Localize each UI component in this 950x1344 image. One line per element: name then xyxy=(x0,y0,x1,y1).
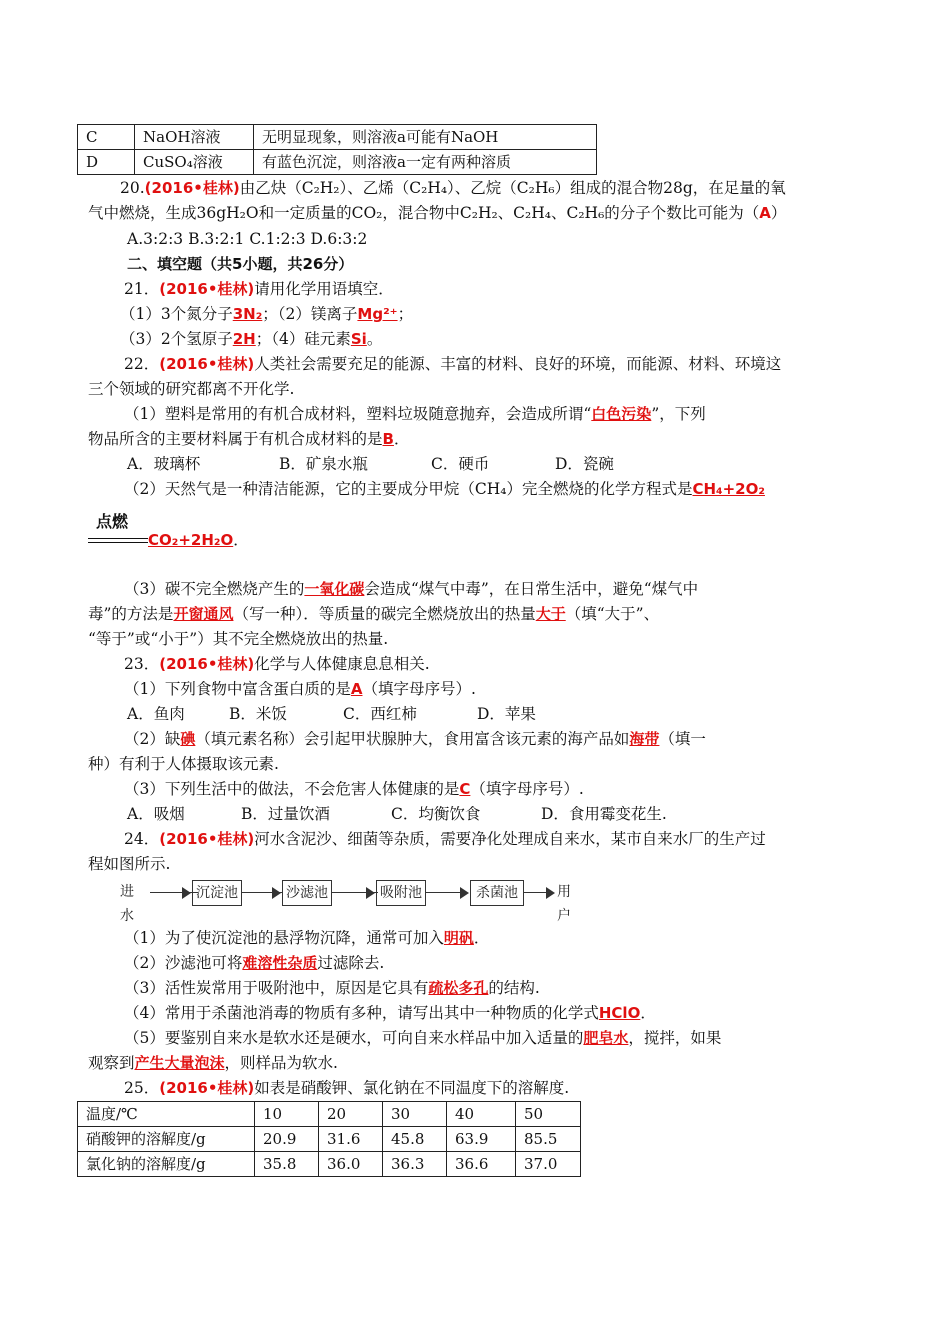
question-text: 请用化学用语填空． xyxy=(254,280,394,298)
question-text: （1）为了使沉淀池的悬浮物沉降，通常可加入 xyxy=(124,929,444,947)
q24-s1 xyxy=(124,926,489,950)
q24-s5-line1 xyxy=(124,1026,721,1050)
q21-part2 xyxy=(120,327,382,351)
q22-s3-line3: “等于”或“小于”）其不完全燃烧放出的热量. xyxy=(88,630,389,648)
q22-s3-line2 xyxy=(88,602,659,626)
q21-stem xyxy=(124,277,394,301)
table-cell: 45.8 xyxy=(383,1127,447,1152)
solubility-table xyxy=(77,1101,581,1177)
question-text: （3）2个氢原子 xyxy=(120,330,233,348)
flow-step-sand-filter: 沙滤池 xyxy=(282,880,332,906)
table-cell: 30 xyxy=(383,1102,447,1127)
q20-line1 xyxy=(120,176,786,200)
q24-s4 xyxy=(124,1001,656,1025)
table-cell: 63.9 xyxy=(447,1127,516,1152)
flow-arrow-icon xyxy=(182,887,191,899)
question-text: ； xyxy=(397,305,414,323)
question-number: 21． xyxy=(124,280,160,298)
table-cell: CuSO₄溶液 xyxy=(135,150,254,175)
question-number: 25． xyxy=(124,1079,160,1097)
q25-stem xyxy=(124,1076,569,1100)
question-text: （4）常用于杀菌池消毒的物质有多种，请写出其中一种物质的化学式 xyxy=(124,1004,599,1022)
question-text: 的结构. xyxy=(488,979,540,997)
question-text: （3）活性炭常用于吸附池中，原因是它具有 xyxy=(124,979,429,997)
question-text: ，则样品为软水. xyxy=(224,1054,338,1072)
answer-text: 大于 xyxy=(535,605,566,623)
question-text: （填一 xyxy=(659,730,706,748)
q22-line2: 三个领域的研究都离不开化学. xyxy=(88,380,295,398)
question-source: (2016•桂林) xyxy=(159,655,255,673)
answer-text: C xyxy=(459,780,471,798)
question-number: 20. xyxy=(120,179,145,197)
question-number: 24． xyxy=(124,830,160,848)
table-cell: 硝酸钾的溶解度/g xyxy=(78,1127,255,1152)
question-text: ；（2）镁离子 xyxy=(262,305,358,323)
question-text: ． xyxy=(233,531,249,549)
question-text: 河水含泥沙、细菌等杂质，需要净化处理成自来水，某市自来水厂的生产过 xyxy=(254,830,766,848)
question-text: ． xyxy=(640,1004,656,1022)
q23-s3 xyxy=(124,777,584,801)
option-a: A．吸烟 xyxy=(127,805,185,823)
q20-line2 xyxy=(88,201,786,225)
flow-arrow-icon xyxy=(272,887,281,899)
question-text: ． xyxy=(473,929,490,947)
question-source: (2016•桂林) xyxy=(144,179,240,197)
question-text: ；（4）硅元素 xyxy=(255,330,351,348)
question-text: （填元素名称）会引起甲状腺肿大，食用富含该元素的海产品如 xyxy=(195,730,630,748)
flow-arrow-icon xyxy=(546,887,555,899)
q22-s1-line2 xyxy=(88,427,409,451)
question-source: (2016•桂林) xyxy=(159,830,255,848)
flow-step-sedimentation: 沉淀池 xyxy=(192,880,242,906)
question-text: 物品所含的主要材料属于有机合成材料的是 xyxy=(88,430,383,448)
answer-text: Si xyxy=(350,330,367,348)
answer-text: Mg²⁺ xyxy=(357,305,398,323)
question-text: 过滤除去. xyxy=(317,954,385,972)
q23-stem xyxy=(124,652,430,676)
answer-text: 2H xyxy=(232,330,256,348)
table-cell: D xyxy=(78,150,135,175)
table-cell: 35.8 xyxy=(255,1152,319,1177)
table-row xyxy=(78,1102,581,1127)
answer-text: 一氧化碳 xyxy=(304,580,365,598)
table-cell: 温度/℃ xyxy=(78,1102,255,1127)
question-text: ． xyxy=(393,430,410,448)
flow-start-label: 进水 xyxy=(120,884,134,924)
answer-text: CO₂+2H₂O xyxy=(148,531,234,549)
section-title: 二、填空题（共5小题，共26分） xyxy=(127,255,354,273)
answer-text: 产生大量泡沫 xyxy=(134,1054,225,1072)
question-source: (2016•桂林) xyxy=(159,280,255,298)
reaction-condition: 点燃 xyxy=(96,512,129,531)
question-text: （填字母序号）. xyxy=(362,680,476,698)
option-c: C．均衡饮食 xyxy=(391,805,481,823)
question-text: （2）天然气是一种清洁能源，它的主要成分甲烷（CH₄）完全燃烧的化学方程式是 xyxy=(124,480,693,498)
flow-step-sterilization: 杀菌池 xyxy=(470,880,524,906)
flow-step-adsorption: 吸附池 xyxy=(376,880,426,906)
question-text: 化学与人体健康息息相关. xyxy=(254,655,430,673)
question-text: 由乙炔（C₂H₂）、乙烯（C₂H₄）、乙烷（C₂H₆）组成的混合物28g，在足量的氧 xyxy=(239,179,786,197)
option-a: A．玻璃杯 xyxy=(127,455,201,473)
table-cell: 36.3 xyxy=(383,1152,447,1177)
q22-s3-line1 xyxy=(124,577,698,601)
question-number: 23． xyxy=(124,655,160,673)
answer-text: 肥皂水 xyxy=(583,1029,629,1047)
table-cell: 37.0 xyxy=(516,1152,581,1177)
option-b: B．过量饮酒 xyxy=(241,805,330,823)
answer-text: CH₄+2O₂ xyxy=(692,480,765,498)
answer-text: 3N₂ xyxy=(232,305,263,323)
answer-text: HClO xyxy=(598,1004,641,1022)
question-text: 观察到 xyxy=(88,1054,135,1072)
question-text: （1）塑料是常用的有机合成材料，塑料垃圾随意抛弃，会造成所谓“ xyxy=(124,405,592,423)
q24-s2 xyxy=(124,951,384,975)
table-cell: 40 xyxy=(447,1102,516,1127)
answer-text: 碘 xyxy=(180,730,196,748)
q21-part1 xyxy=(120,302,413,326)
question-number: 22． xyxy=(124,355,160,373)
answer-text: 明矾 xyxy=(443,929,474,947)
question-text: （写一种）．等质量的碳完全燃烧放出的热量 xyxy=(233,605,536,623)
table-cell: NaOH溶液 xyxy=(135,125,254,150)
question-text: （3）下列生活中的做法，不会危害人体健康的是 xyxy=(124,780,460,798)
question-text: 毒”的方法是 xyxy=(88,605,174,623)
option-a: A．鱼肉 xyxy=(127,705,185,723)
q23-s2-line2: 种）有利于人体摄取该元素. xyxy=(88,755,279,773)
table-cell: 20.9 xyxy=(255,1127,319,1152)
table-cell: 31.6 xyxy=(319,1127,383,1152)
question-text: （5）要鉴别自来水是软水还是硬水，可向自来水样品中加入适量的 xyxy=(124,1029,584,1047)
table-cell: 无明显现象，则溶液a可能有NaOH xyxy=(254,125,597,150)
question-text: 会造成“煤气中毒”，在日常生活中，避免“煤气中 xyxy=(364,580,699,598)
question-text: （1）3个氮分子 xyxy=(120,305,233,323)
question-text: 气中燃烧，生成36gH₂O和一定质量的CO₂，混合物中C₂H₂、C₂H₄、C₂H₆的分子个数比可能为（ xyxy=(88,204,760,222)
q24-s3 xyxy=(124,976,540,1000)
question-source: (2016•桂林) xyxy=(159,355,255,373)
option-c: C．西红柿 xyxy=(343,705,417,723)
question-text: ，搅拌，如果 xyxy=(628,1029,722,1047)
option-d: D．瓷碗 xyxy=(555,455,614,473)
table-row xyxy=(78,1127,581,1152)
q24-line1 xyxy=(124,827,766,851)
q23-s2-line1 xyxy=(124,727,706,751)
answer-text: B xyxy=(382,430,394,448)
question-text: 。 xyxy=(366,330,383,348)
answer-text: 难溶性杂质 xyxy=(242,954,318,972)
answer-text: 疏松多孔 xyxy=(428,979,489,997)
flow-arrow-icon xyxy=(366,887,375,899)
table-cell: 10 xyxy=(255,1102,319,1127)
option-d: D．食用霉变花生. xyxy=(541,805,667,823)
question-text: ） xyxy=(770,204,787,222)
table-cell: C xyxy=(78,125,135,150)
table-row xyxy=(78,1152,581,1177)
q23-s1 xyxy=(124,677,476,701)
option-d: D．苹果 xyxy=(477,705,536,723)
q22-s2-line2 xyxy=(148,528,249,552)
question-text: （填“大于”、 xyxy=(565,605,660,623)
flow-arrow-icon xyxy=(460,887,469,899)
equals-double-line xyxy=(88,538,148,543)
table-cell: 36.6 xyxy=(447,1152,516,1177)
question-text: ”，下列 xyxy=(651,405,706,423)
question-text: 如表是硝酸钾、氯化钠在不同温度下的溶解度. xyxy=(254,1079,570,1097)
q24-line2: 程如图所示. xyxy=(88,855,171,873)
option-b: B．米饭 xyxy=(229,705,287,723)
question-text: （2）缺 xyxy=(124,730,181,748)
flow-end-label: 用户 xyxy=(557,884,571,924)
option-b: B．矿泉水瓶 xyxy=(279,455,368,473)
q22-s1-line1 xyxy=(124,402,706,426)
question-text: （3）碳不完全燃烧产生的 xyxy=(124,580,305,598)
question-text: （1）下列食物中富含蛋白质的是 xyxy=(124,680,351,698)
table-row xyxy=(78,125,597,150)
q24-s5-line2 xyxy=(88,1051,338,1075)
answer-text: 白色污染 xyxy=(591,405,652,423)
question-text: 人类社会需要充足的能源、丰富的材料、良好的环境，而能源、材料、环境这 xyxy=(254,355,782,373)
table-cell: 36.0 xyxy=(319,1152,383,1177)
options-table xyxy=(77,124,597,175)
table-row xyxy=(78,150,597,175)
answer-text: A xyxy=(350,680,363,698)
answer-text: 海带 xyxy=(629,730,660,748)
q22-line1 xyxy=(124,352,781,376)
table-cell: 氯化钠的溶解度/g xyxy=(78,1152,255,1177)
option-c: C．硬币 xyxy=(431,455,490,473)
answer-text: 开窗通风 xyxy=(173,605,234,623)
table-cell: 有蓝色沉淀，则溶液a一定有两种溶质 xyxy=(254,150,597,175)
answer-text: A xyxy=(759,204,771,222)
table-cell: 20 xyxy=(319,1102,383,1127)
table-cell: 85.5 xyxy=(516,1127,581,1152)
table-cell: 50 xyxy=(516,1102,581,1127)
question-source: (2016•桂林) xyxy=(159,1079,255,1097)
q20-options: A.3:2:3 B.3:2:1 C.1:2:3 D.6:3:2 xyxy=(127,230,368,248)
question-text: （2）沙滤池可将 xyxy=(124,954,243,972)
q22-s2-line1 xyxy=(124,477,765,501)
question-text: （填字母序号）. xyxy=(470,780,584,798)
